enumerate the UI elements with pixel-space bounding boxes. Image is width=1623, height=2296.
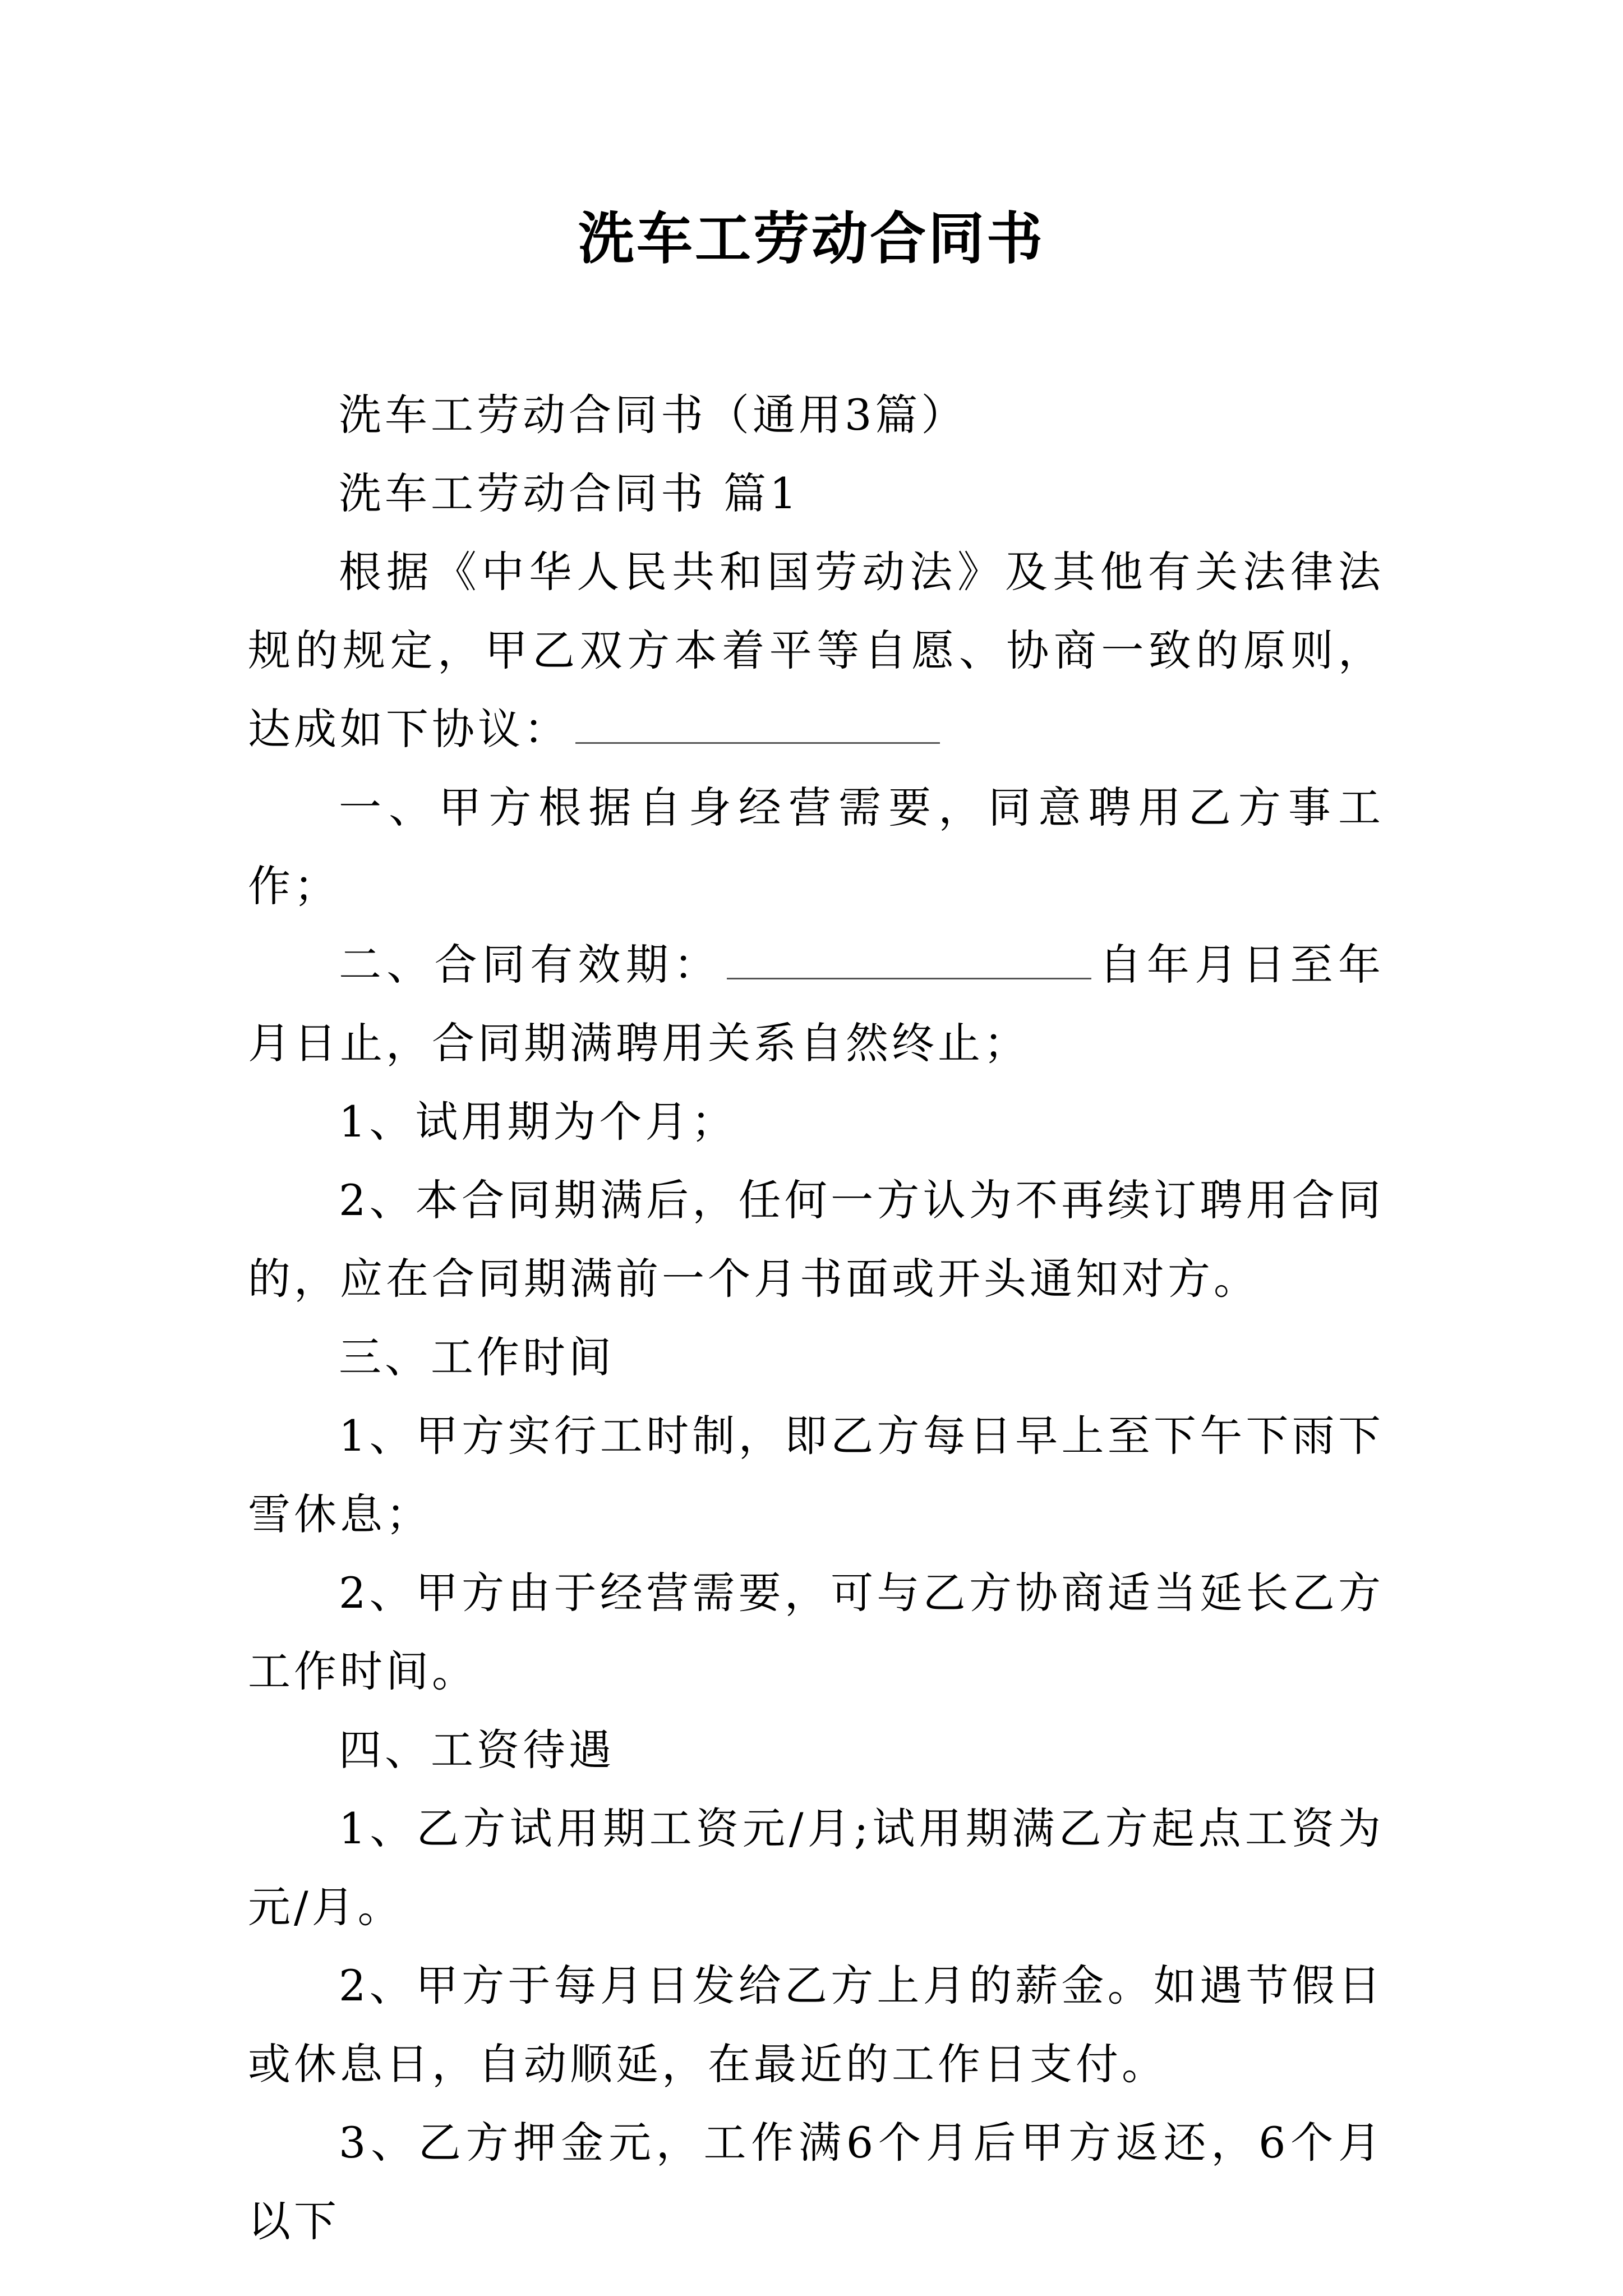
paragraph bbox=[248, 1947, 1384, 2104]
paragraph-text: 洗车工劳动合同书（通用3篇） bbox=[339, 390, 967, 440]
paragraph-text: 1、乙方试用期工资元/月;试用期满乙方起点工资为元/月。 bbox=[248, 1803, 1384, 1932]
paragraph bbox=[248, 454, 1384, 533]
paragraph-text: 1、试用期为个月； bbox=[339, 1097, 737, 1147]
paragraph-text: 根据《中华人民共和国劳动法》及其他有关法律法规的规定，甲乙双方本着平等自愿、协商一致的原则，达成如下协议： bbox=[248, 547, 1384, 754]
paragraph-text: 2、甲方由于经营需要，可与乙方协商适当延长乙方工作时间。 bbox=[248, 1568, 1384, 1696]
paragraph bbox=[248, 1318, 1384, 1397]
paragraph-text: 洗车工劳动合同书 篇1 bbox=[339, 468, 800, 518]
paragraph-text: 2、本合同期满后，任何一方认为不再续订聘用合同的，应在合同期满前一个月书面或开头通知对方。 bbox=[248, 1175, 1384, 1304]
paragraph bbox=[248, 1161, 1384, 1318]
paragraph-text: 3、乙方押金元，工作满6个月后甲方返还，6个月以下 bbox=[248, 2118, 1384, 2246]
paragraph bbox=[248, 376, 1384, 454]
paragraph bbox=[248, 1789, 1384, 1947]
paragraph bbox=[248, 1554, 1384, 1711]
document-title: 洗车工劳动合同书 bbox=[578, 205, 1045, 272]
paragraph bbox=[248, 1397, 1384, 1554]
document-body bbox=[248, 376, 1384, 2261]
paragraph-text: 三、工作时间 bbox=[339, 1332, 615, 1382]
paragraph-text: 一、甲方根据自身经营需要，同意聘用乙方事工作； bbox=[248, 783, 1384, 911]
paragraph bbox=[248, 1083, 1384, 1161]
fill-in-blank bbox=[727, 938, 1091, 979]
fill-in-blank bbox=[575, 703, 940, 744]
paragraph bbox=[248, 533, 1384, 769]
paragraph-text: 1、甲方实行工时制，即乙方每日早上至下午下雨下雪休息； bbox=[248, 1411, 1384, 1539]
paragraph-text: 二、合同有效期： bbox=[339, 940, 722, 990]
paragraph-text: 2、甲方于每月日发给乙方上月的薪金。如遇节假日或休息日，自动顺延，在最近的工作日支付。 bbox=[248, 1961, 1384, 2089]
paragraph bbox=[248, 1711, 1384, 1789]
paragraph-text-after-blank: 自年月日至年月日止，合同期满聘用关系自然终止； bbox=[248, 940, 1385, 1068]
paragraph-text: 四、工资待遇 bbox=[339, 1725, 615, 1775]
paragraph bbox=[248, 769, 1384, 926]
paragraph bbox=[248, 926, 1384, 1083]
paragraph bbox=[248, 2104, 1384, 2261]
